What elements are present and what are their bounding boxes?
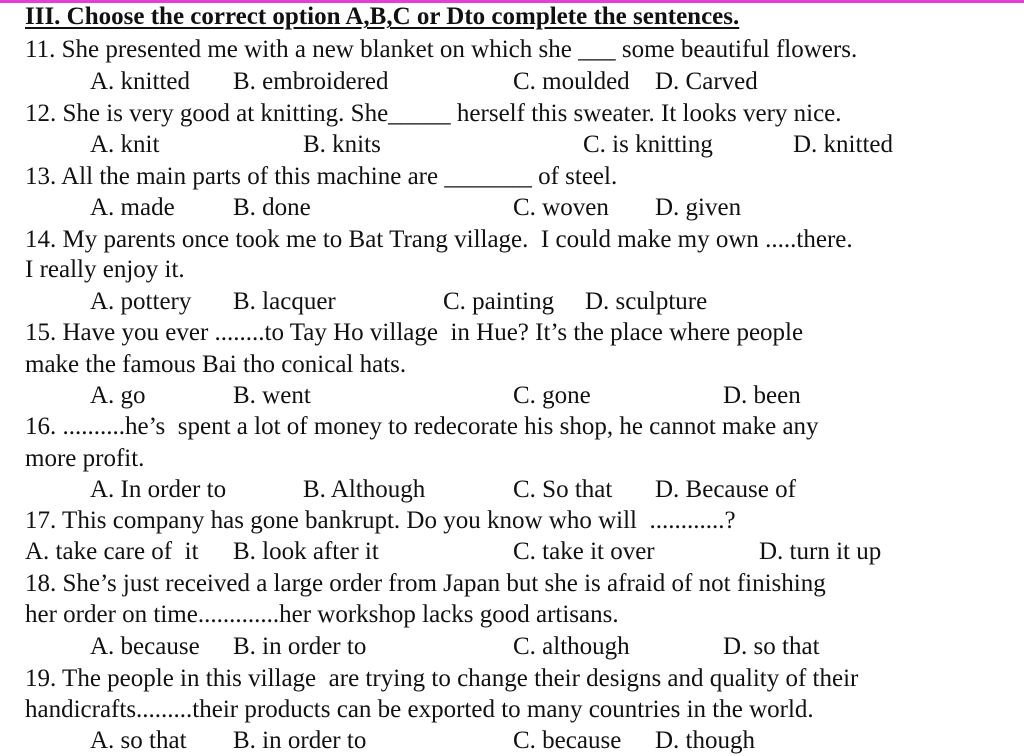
question-15-option-a: A. go: [90, 382, 146, 409]
question-19-option-c: C. because: [513, 727, 622, 754]
question-12-option-a: A. knit: [90, 131, 160, 158]
question-18-line-1: 18. She’s just received a large order from Japan but she is afraid of not finishing: [25, 570, 826, 597]
question-16-option-c: C. So that: [513, 476, 613, 503]
question-12-option-c: C. is knitting: [583, 131, 713, 158]
question-15-option-c: C. gone: [513, 382, 591, 409]
question-16-option-a: A. In order to: [90, 476, 227, 503]
question-19-option-d: D. though: [655, 727, 755, 754]
question-16-option-b: B. Although: [303, 476, 426, 503]
question-15-line-1: 15. Have you ever ........to Tay Ho village in Hue? It’s the place where people: [25, 319, 804, 346]
question-18-option-b: B. in order to: [233, 633, 367, 660]
question-19-line-1: 19. The people in this village are trying to change their designs and quality of their: [25, 665, 859, 692]
question-13-option-b: B. done: [233, 194, 311, 221]
question-12-line-1: 12. She is very good at knitting. She_____ herself this sweater. It looks very nice.: [25, 100, 842, 127]
question-13-option-d: D. given: [655, 194, 742, 221]
question-13-option-c: C. woven: [513, 194, 609, 221]
question-12-option-b: B. knits: [303, 131, 381, 158]
question-11-option-a: A. knitted: [90, 68, 190, 95]
question-11-option-d: D. Carved: [655, 68, 758, 95]
question-19-line-2: handicrafts.........their products can be exported to many countries in the world.: [25, 696, 814, 723]
question-15-line-2: make the famous Bai tho conical hats.: [25, 351, 407, 378]
question-16-option-d: D. Because of: [655, 476, 796, 503]
question-18-option-d: D. so that: [723, 633, 820, 660]
question-14-option-b: B. lacquer: [233, 288, 336, 315]
question-18-line-2: her order on time.............her workshop lacks good artisans.: [25, 601, 619, 628]
question-16-line-2: more profit.: [25, 445, 145, 472]
question-14-line-2: I really enjoy it.: [25, 256, 185, 283]
question-12-option-d: D. knitted: [793, 131, 893, 158]
question-11-option-b: B. embroidered: [233, 68, 389, 95]
question-13-option-a: A. made: [90, 194, 175, 221]
question-14-line-1: 14. My parents once took me to Bat Trang village. I could make my own .....there.: [25, 226, 853, 253]
question-17-option-a: A. take care of it: [25, 538, 199, 565]
question-18-option-c: C. although: [513, 633, 630, 660]
question-14-option-c: C. painting: [443, 288, 555, 315]
question-11-line-1: 11. She presented me with a new blanket on which she ___ some beautiful flowers.: [25, 36, 858, 63]
question-11-option-c: C. moulded: [513, 68, 630, 95]
question-18-option-a: A. because: [90, 633, 200, 660]
question-19-option-b: B. in order to: [233, 727, 367, 754]
question-16-line-1: 16. ..........he’s spent a lot of money to redecorate his shop, he cannot make any: [25, 413, 819, 440]
question-17-option-b: B. look after it: [233, 538, 379, 565]
question-19-option-a: A. so that: [90, 727, 187, 754]
question-14-option-a: A. pottery: [90, 288, 192, 315]
question-17-line-1: 17. This company has gone bankrupt. Do you know who will ............?: [25, 507, 736, 534]
question-13-line-1: 13. All the main parts of this machine are _______ of steel.: [25, 163, 618, 190]
question-17-option-d: D. turn it up: [759, 538, 882, 565]
question-15-option-d: D. been: [723, 382, 801, 409]
question-17-option-c: C. take it over: [513, 538, 655, 565]
question-15-option-b: B. went: [233, 382, 311, 409]
question-14-option-d: D. sculpture: [585, 288, 708, 315]
section-heading: III. Choose the correct option A,B,C or Dto complete the sentences.: [25, 3, 740, 30]
